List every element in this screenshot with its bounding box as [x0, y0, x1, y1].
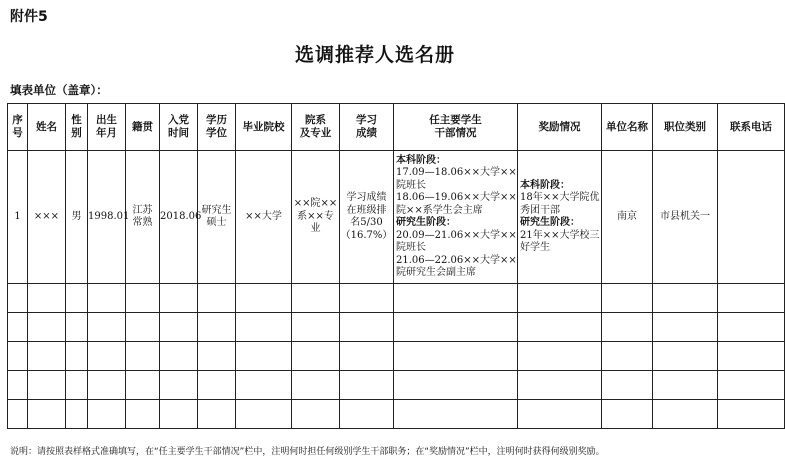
header-row — [8, 104, 785, 151]
blank-row — [8, 313, 785, 342]
header-index: 序 号 — [8, 104, 28, 151]
cell-unit-name: 南京 — [602, 151, 653, 284]
attachment-label: 附件5 — [10, 9, 48, 25]
header-cadre: 任主要学生 干部情况 — [394, 104, 518, 151]
blank-row — [8, 371, 785, 400]
fill-unit-label: 填表单位（盖章）： — [10, 83, 108, 97]
cadre-item: 21.06—22.06××大学××院研究生会副主席 — [396, 254, 517, 278]
header-gender: 性 别 — [66, 104, 88, 151]
blank-row — [8, 400, 785, 429]
header-unit-name: 单位名称 — [602, 104, 653, 151]
header-school: 毕业院校 — [236, 104, 292, 151]
cadre-item: 20.09—21.06××大学××院班长 — [396, 229, 517, 253]
cell-department: ××院×× 系××专 业 — [292, 151, 340, 284]
cell-gender: 男 — [66, 151, 88, 284]
cell-party-date: 2018.06 — [160, 151, 198, 284]
header-birth: 出生 年月 — [88, 104, 126, 151]
header-department: 院系 及专业 — [292, 104, 340, 151]
header-native-place: 籍贯 — [126, 104, 160, 151]
header-name: 姓名 — [28, 104, 66, 151]
blank-row — [8, 342, 785, 371]
roster-table — [7, 103, 785, 429]
cell-degree: 研究生 硕士 — [198, 151, 236, 284]
footnote: 说明：请按照表样格式准确填写，在“任主要学生干部情况”栏中，注明何时担任何级别学生干部职务；在“奖励情况”栏中，注明何时获得何级别奖励。 — [10, 447, 605, 457]
award-item: 21年××大学校三好学生 — [520, 229, 600, 253]
awards-undergrad-label: 本科阶段： — [520, 179, 570, 191]
awards-grad-label: 研究生阶段： — [520, 217, 580, 228]
header-position-type: 职位类别 — [653, 104, 718, 151]
cell-birth: 1998.01 — [88, 151, 126, 284]
cell-cadre — [394, 151, 518, 284]
cell-native-place: 江苏 常熟 — [126, 151, 160, 284]
page-title: 选调推荐人选名册 — [294, 44, 455, 66]
cadre-item: 18.06—19.06××大学××院××系学生会主席 — [396, 192, 517, 216]
header-awards: 奖励情况 — [518, 104, 602, 151]
cell-school: ××大学 — [236, 151, 292, 284]
header-grades: 学习 成绩 — [340, 104, 394, 151]
cell-phone — [718, 151, 785, 284]
cell-position-type: 市县机关一 — [653, 151, 718, 284]
header-party-date: 入党 时间 — [160, 104, 198, 151]
blank-row — [8, 284, 785, 313]
header-degree: 学历 学位 — [198, 104, 236, 151]
cell-name: ××× — [28, 151, 66, 284]
header-phone: 联系电话 — [718, 104, 785, 151]
cell-index: 1 — [8, 151, 28, 284]
cell-grades: 学习成绩 在班级排 名5/30 （16.7%） — [340, 151, 394, 284]
cadre-item: 17.09—18.06××大学××院班长 — [396, 167, 517, 191]
table-row — [8, 151, 785, 284]
cadre-undergrad-label: 本科阶段： — [396, 154, 446, 166]
cell-awards — [518, 151, 602, 284]
award-item: 18年××大学院优秀团干部 — [520, 192, 600, 216]
cadre-grad-label: 研究生阶段： — [396, 217, 456, 228]
